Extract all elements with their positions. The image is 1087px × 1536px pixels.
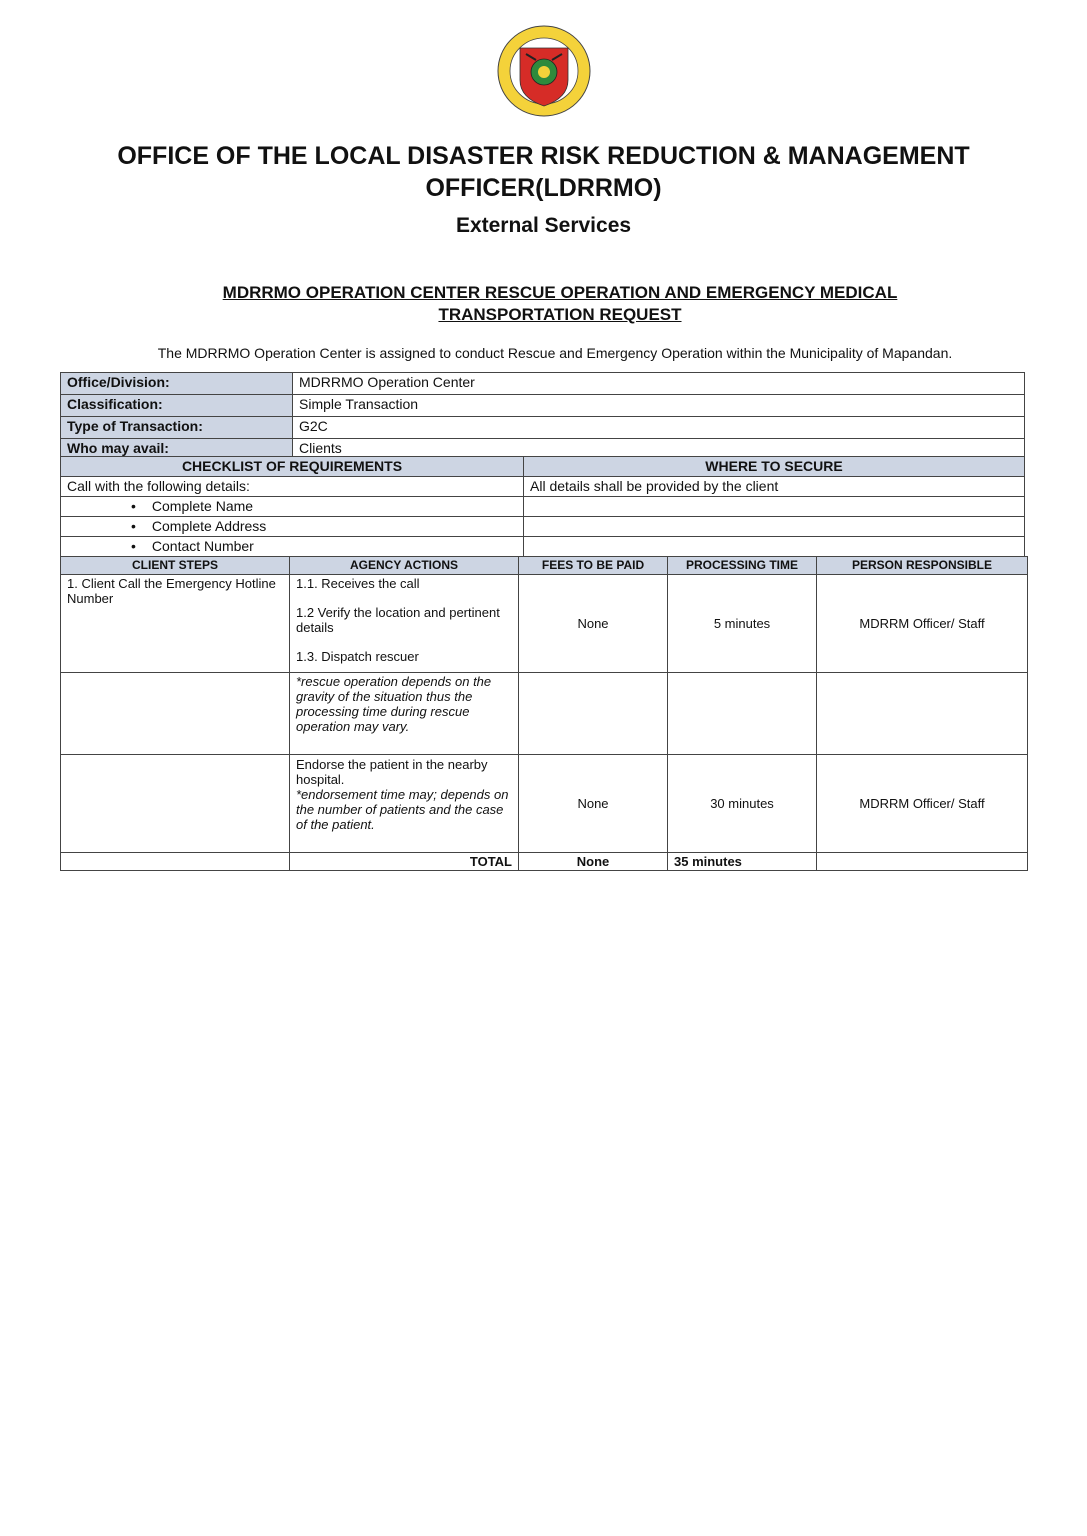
classification-label: Classification: [61, 395, 293, 417]
endorsement-note: *endorsement time may; depends on the number of patients and the case of the patient. [296, 787, 509, 832]
service-description: The MDRRMO Operation Center is assigned to conduct Rescue and Emergency Operation within the Municipality of Mapandan. [157, 345, 953, 361]
agency-action: 1.1. Receives the call [296, 576, 420, 591]
total-fee: None [519, 853, 668, 871]
agency-actions-header: AGENCY ACTIONS [290, 557, 519, 575]
client-steps-header: CLIENT STEPS [61, 557, 290, 575]
table-row [61, 673, 1028, 755]
person-responsible-value: MDRRM Officer/ Staff [817, 575, 1028, 673]
rescue-note: *rescue operation depends on the gravity of the situation thus the processing time during rescue operation may vary. [290, 673, 519, 755]
requirement-item: • Complete Name [61, 497, 524, 517]
office-title: OFFICE OF THE LOCAL DISASTER RISK REDUCTION & MANAGEMENT OFFICER(LDRRMO) [117, 142, 970, 202]
service-title-line1: MDRRMO OPERATION CENTER RESCUE OPERATION AND EMERGENCY MEDICAL [222, 283, 898, 302]
agency-action: 1.3. Dispatch rescuer [296, 649, 419, 664]
total-time: 35 minutes [668, 853, 817, 871]
requirements-intro: Call with the following details: [61, 477, 524, 497]
service-title-line2: TRANSPORTATION REQUEST [438, 305, 682, 324]
where-to-secure-header: WHERE TO SECURE [524, 457, 1025, 477]
requirement-item: • Contact Number [61, 537, 524, 557]
agency-action: Endorse the patient in the nearby hospital. [296, 757, 488, 787]
table-row [61, 575, 1028, 673]
where-to-secure-value: All details shall be provided by the client [524, 477, 1025, 497]
person-responsible-header: PERSON RESPONSIBLE [817, 557, 1028, 575]
classification-value: Simple Transaction [293, 395, 1025, 417]
fee-value: None [519, 755, 668, 853]
person-responsible-value: MDRRM Officer/ Staff [817, 755, 1028, 853]
total-label: TOTAL [290, 853, 519, 871]
transaction-type-label: Type of Transaction: [61, 417, 293, 439]
processing-time-value: 30 minutes [668, 755, 817, 853]
client-step: 1. Client Call the Emergency Hotline Number [61, 575, 290, 673]
info-table [60, 372, 1025, 461]
total-row [61, 853, 1028, 871]
who-may-avail-label: Who may avail: [61, 439, 293, 461]
processing-time-header: PROCESSING TIME [668, 557, 817, 575]
requirements-table [60, 456, 1025, 557]
table-row [61, 755, 1028, 853]
who-may-avail-value: Clients [293, 439, 1025, 461]
transaction-type-value: G2C [293, 417, 1025, 439]
fees-header: FEES TO BE PAID [519, 557, 668, 575]
agency-action: 1.2 Verify the location and pertinent details [296, 605, 500, 635]
office-value: MDRRMO Operation Center [293, 373, 1025, 395]
processing-time-value: 5 minutes [668, 575, 817, 673]
office-label: Office/Division: [61, 373, 293, 395]
requirement-item: • Complete Address [61, 517, 524, 537]
municipal-seal [496, 24, 592, 118]
page-subtitle: External Services [455, 214, 632, 237]
checklist-header: CHECKLIST OF REQUIREMENTS [61, 457, 524, 477]
steps-table [60, 556, 1028, 871]
fee-value: None [519, 575, 668, 673]
